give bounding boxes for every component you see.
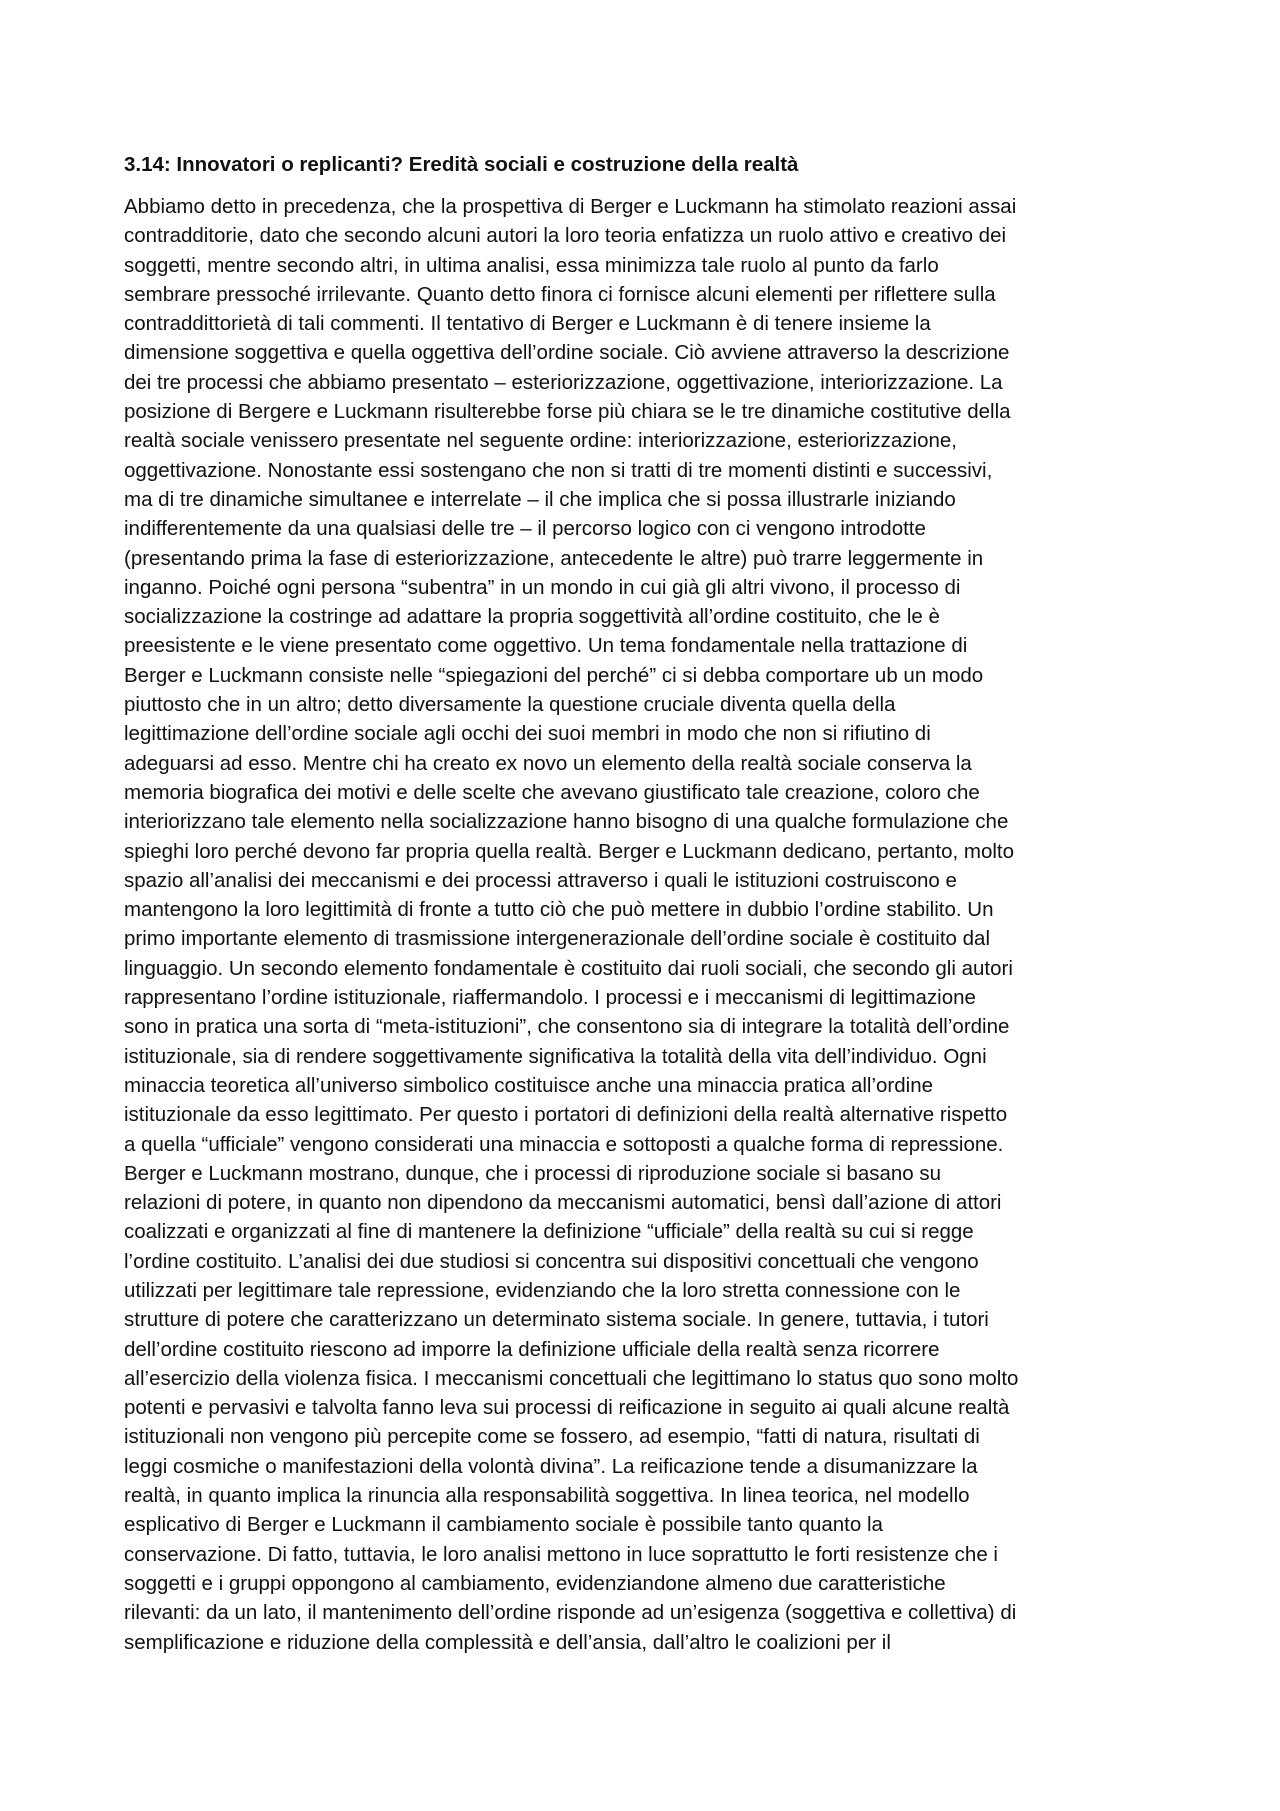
text-line: coalizzati e organizzati al fine di mantenere la definizione “ufficiale” della realtà su cui si regge (124, 1220, 974, 1244)
text-line: sono in pratica una sorta di “meta-istituzioni”, che consentono sia di integrare la totalità dell’ordine (124, 1015, 1010, 1039)
text-line: dell’ordine costituito riescono ad imporre la definizione ufficiale della realtà senza ricorrere (124, 1337, 940, 1361)
text-line: interiorizzano tale elemento nella socializzazione hanno bisogno di una qualche formulazione che (124, 810, 1009, 834)
text-line: conservazione. Di fatto, tuttavia, le loro analisi mettono in luce soprattutto le forti resistenze che i (124, 1542, 998, 1566)
text-line: piuttosto che in un altro; detto diversamente la questione cruciale diventa quella della (124, 693, 896, 717)
text-line: realtà, in quanto implica la rinuncia alla responsabilità soggettiva. In linea teorica, nel modello (124, 1484, 970, 1508)
text-line: mantengono la loro legittimità di fronte a tutto ciò che può mettere in dubbio l’ordine stabilito. Un (124, 898, 994, 922)
text-line: dimensione soggettiva e quella oggettiva dell’ordine sociale. Ciò avviene attraverso la descrizione (124, 341, 1010, 365)
text-line: relazioni di potere, in quanto non dipendono da meccanismi automatici, bensì dall’azione di attori (124, 1191, 1002, 1215)
text-line: Berger e Luckmann mostrano, dunque, che i processi di riproduzione sociale si basano su (124, 1161, 942, 1185)
text-line: memoria biografica dei motivi e delle scelte che avevano giustificato tale creazione, coloro che (124, 780, 980, 804)
text-line: a quella “ufficiale” vengono considerati una minaccia e sottoposti a qualche forma di repressione. (124, 1132, 1004, 1156)
text-line: l’ordine costituito. L’analisi dei due studiosi si concentra sui dispositivi concettuali che vengono (124, 1249, 979, 1273)
text-line: spazio all’analisi dei meccanismi e dei processi attraverso i quali le istituzioni costruiscono e (124, 868, 957, 892)
text-line: minaccia teoretica all’universo simbolico costituisce anche una minaccia pratica all’ordine (124, 1073, 933, 1097)
text-line: sembrare pressoché irrilevante. Quanto detto finora ci fornisce alcuni elementi per riflettere sulla (124, 282, 996, 306)
document-content (124, 152, 1166, 1657)
text-line: Abbiamo detto in precedenza, che la prospettiva di Berger e Luckmann ha stimolato reazioni assai (124, 195, 1017, 218)
text-line: adeguarsi ad esso. Mentre chi ha creato ex novo un elemento della realtà sociale conserva la (124, 751, 972, 775)
text-line: semplificazione e riduzione della complessità e dell’ansia, dall’altro le coalizioni per il (124, 1630, 891, 1654)
text-line: socializzazione la costringe ad adattare la propria soggettività all’ordine costituito, che le è (124, 605, 940, 629)
text-line: istituzionale da esso legittimato. Per questo i portatori di definizioni della realtà alternative rispetto (124, 1103, 1008, 1127)
text-line: contraddittorietà di tali commenti. Il tentativo di Berger e Luckmann è di tenere insieme la (124, 312, 931, 336)
text-line: potenti e pervasivi e talvolta fanno leva sui processi di reificazione in seguito ai quali alcune realtà (124, 1396, 1010, 1420)
text-line: soggetti, mentre secondo altri, in ultima analisi, essa minimizza tale ruolo al punto da farlo (124, 253, 939, 277)
text-line: istituzionali non vengono più percepite come se fossero, ad esempio, “fatti di natura, risultati di (124, 1425, 980, 1449)
text-line: primo importante elemento di trasmissione intergenerazionale dell’ordine sociale è costituito dal (124, 927, 991, 951)
text-line: indifferentemente da una qualsiasi delle tre – il percorso logico con ci vengono introdotte (124, 517, 926, 541)
text-line: rappresentano l’ordine istituzionale, riaffermandolo. I processi e i meccanismi di legittimazione (124, 986, 976, 1010)
text-line: spieghi loro perché devono far propria quella realtà. Berger e Luckmann dedicano, pertanto, molto (124, 839, 1015, 863)
text-line: ma di tre dinamiche simultanee e interrelate – il che implica che si possa illustrarle iniziando (124, 487, 956, 511)
text-line: utilizzati per legittimare tale repressione, evidenziando che la loro stretta connessione con le (124, 1278, 961, 1302)
text-line: posizione di Bergere e Luckmann risulterebbe forse più chiara se le tre dinamiche costitutive della (124, 400, 1011, 424)
text-line: inganno. Poiché ogni persona “subentra” in un mondo in cui già gli altri vivono, il processo di (124, 575, 961, 599)
text-line: istituzionale, sia di rendere soggettivamente significativa la totalità della vita dell’individuo. Ogni (124, 1044, 987, 1068)
text-line: realtà sociale venissero presentate nel seguente ordine: interiorizzazione, esteriorizzazione, (124, 429, 957, 453)
text-line: strutture di potere che caratterizzano un determinato sistema sociale. In genere, tuttavia, i tutori (124, 1308, 989, 1332)
text-line: contradditorie, dato che secondo alcuni autori la loro teoria enfatizza un ruolo attivo e creativo dei (124, 224, 1007, 248)
text-line: linguaggio. Un secondo elemento fondamentale è costituito dai ruoli sociali, che secondo gli autori (124, 956, 1013, 980)
text-line: dei tre processi che abbiamo presentato – esteriorizzazione, oggettivazione, interiorizzazione. La (124, 370, 1003, 394)
text-line: legittimazione dell’ordine sociale agli occhi dei suoi membri in modo che non si rifiutino di (124, 722, 931, 746)
text-line: leggi cosmiche o manifestazioni della volontà divina”. La reificazione tende a disumanizzare la (124, 1454, 978, 1478)
text-line: oggettivazione. Nonostante essi sostengano che non si tratti di tre momenti distinti e successivi, (124, 458, 993, 482)
text-line: esplicativo di Berger e Luckmann il cambiamento sociale è possibile tanto quanto la (124, 1513, 883, 1537)
text-line: (presentando prima la fase di esteriorizzazione, antecedente le altre) può trarre leggermente in (124, 546, 984, 570)
section-heading: 3.14: Innovatori o replicanti? Eredità sociali e costruzione della realtà (124, 153, 799, 176)
body-paragraph (124, 192, 1166, 1657)
text-line: soggetti e i gruppi oppongono al cambiamento, evidenziandone almeno due caratteristiche (124, 1571, 946, 1595)
text-line: rilevanti: da un lato, il mantenimento dell’ordine risponde ad un’esigenza (soggettiva e collettiva) di (124, 1601, 1017, 1625)
text-line: all’esercizio della violenza fisica. I meccanismi concettuali che legittimano lo status quo sono molto (124, 1366, 1019, 1390)
text-line: Berger e Luckmann consiste nelle “spiegazioni del perché” ci si debba comportare ub un modo (124, 663, 984, 687)
text-line: preesistente e le viene presentato come oggettivo. Un tema fondamentale nella trattazione di (124, 634, 968, 658)
